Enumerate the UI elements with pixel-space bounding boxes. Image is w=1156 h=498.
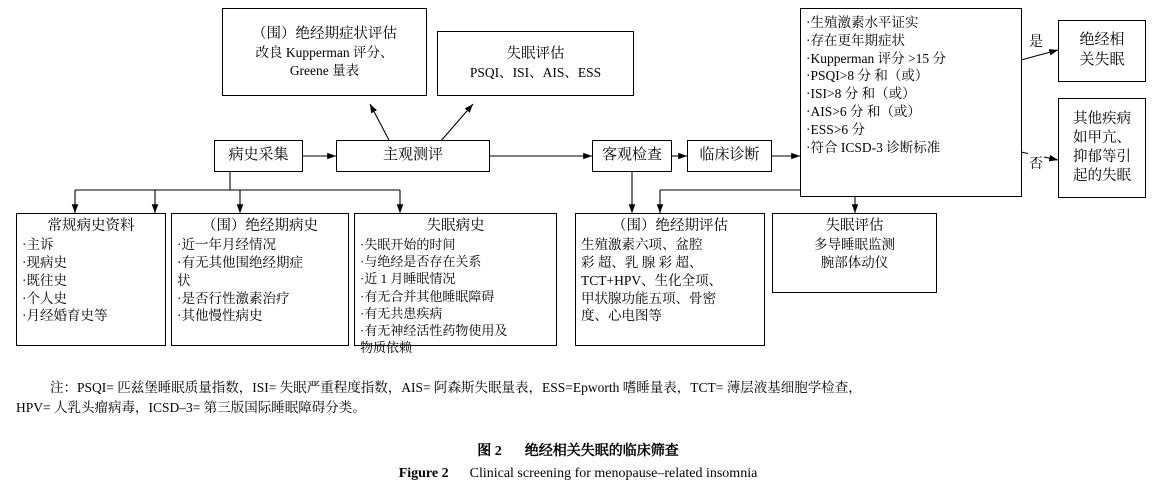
- list-item: ·其他慢性病史: [177, 308, 263, 324]
- node-line: PSQI、ISI、AIS、ESS: [469, 65, 602, 81]
- assessment-lines: [581, 236, 759, 325]
- node-objective-exam: [592, 140, 672, 172]
- edge-label-no: 否: [1028, 153, 1044, 173]
- outcome-line: 起的失眠: [1073, 168, 1131, 185]
- node-diagnostic-criteria: [800, 8, 1022, 197]
- line: 彩 超、乳 腺 彩 超、: [581, 254, 703, 270]
- list-item: ·近 1 月睡眠情况: [360, 271, 456, 287]
- outcome-line: 如甲亢、: [1073, 129, 1131, 146]
- list-item: ·既往史: [22, 272, 67, 288]
- footnote-line-1: 注：PSQI= 匹兹堡睡眠质量指数，ISI= 失眠严重程度指数，AIS= 阿森斯失眠量表，ESS=Epworth 嗜睡量表，TCT= 薄层液基细胞学检查，: [50, 380, 862, 395]
- list-item: ·主诉: [22, 237, 54, 253]
- criteria-item: ·ESS>6 分: [806, 121, 865, 137]
- list-item: ·有无神经活性药物使用及: [360, 322, 508, 338]
- node-title: 失眠病史: [426, 218, 485, 234]
- list-item: ·是否行性激素治疗: [177, 290, 290, 306]
- criteria-item: ·生殖激素水平证实: [806, 15, 919, 30]
- figure-caption-cn: [0, 440, 1156, 460]
- outcome-line: 抑郁等引: [1073, 149, 1131, 165]
- node-menopause-related-insomnia: [1058, 20, 1146, 82]
- node-label: 病史采集: [228, 147, 289, 164]
- list-item: ·现病史: [22, 254, 67, 270]
- node-insomnia-history: [354, 213, 557, 356]
- footnote-line-2: HPV= 人乳头瘤病毒，ICSD–3= 第三版国际睡眠障碍分类。: [16, 400, 366, 416]
- criteria-item: ·存在更年期症状: [806, 32, 905, 48]
- criteria-item: ·AIS>6 分 和（或）: [806, 104, 921, 120]
- outcome-line: 关失眠: [1079, 52, 1125, 68]
- line: 生殖激素六项、盆腔: [581, 237, 703, 253]
- line: 多导睡眠监测: [814, 237, 895, 253]
- list-item: ·失眠开始的时间: [360, 237, 456, 253]
- list-item: ·与绝经是否存在关系: [360, 254, 482, 270]
- criteria-list: [806, 14, 1016, 157]
- node-menopause-assessment: [575, 213, 765, 346]
- outcome-line: 其他疾病: [1073, 110, 1131, 127]
- line: 度、心电图等: [581, 308, 662, 324]
- figure-label-en: Figure 2: [398, 466, 449, 481]
- node-title: （围）绝经期病史: [202, 218, 318, 234]
- node-title: （围）绝经期症状评估: [252, 25, 397, 42]
- line: TCT+HPV、生化全项、: [581, 272, 723, 288]
- node-line: Greene 量表: [289, 62, 360, 78]
- node-label: 主观测评: [382, 147, 443, 164]
- criteria-item: ·PSQI>8 分 和（或）: [806, 68, 929, 84]
- insomnia-history-list: [360, 236, 551, 356]
- node-other-disease-insomnia: [1058, 98, 1146, 198]
- figure-label-cn: 图 2: [477, 444, 502, 459]
- criteria-item: ·符合 ICSD-3 诊断标准: [806, 139, 941, 155]
- node-clinical-diagnosis: [687, 140, 772, 172]
- line: 甲状腺功能五项、骨密: [581, 290, 716, 306]
- list-item: ·有无合并其他睡眠障碍: [360, 288, 495, 304]
- node-title: 失眠评估: [506, 46, 565, 63]
- node-insomnia-eval: [437, 31, 634, 96]
- node-history-taking: [214, 140, 303, 172]
- node-menopause-symptom-eval: [222, 8, 427, 96]
- node-label: 客观检查: [601, 147, 662, 164]
- outcome-line: 绝经相: [1079, 32, 1125, 49]
- list-item: 状: [177, 272, 191, 288]
- line: 腕部体动仪: [820, 254, 889, 270]
- list-item: ·有无其他围绝经期症: [177, 254, 303, 270]
- node-label: 临床诊断: [699, 147, 760, 164]
- node-routine-history: [16, 213, 166, 346]
- routine-history-list: [22, 236, 160, 325]
- node-title: 失眠评估: [825, 218, 884, 234]
- node-title: 常规病史资料: [47, 218, 135, 234]
- criteria-item: ·ISI>8 分 和（或）: [806, 86, 916, 102]
- footnote: [16, 378, 1140, 419]
- figure-caption-en: [0, 466, 1156, 482]
- figure-text-en: Clinical screening for menopause–related insomnia: [469, 466, 758, 481]
- edge-label-yes: 是: [1028, 31, 1044, 51]
- node-subjective-eval: [336, 140, 490, 172]
- list-item: ·个人史: [22, 290, 67, 306]
- list-item: ·有无共患疾病: [360, 305, 443, 321]
- list-item: ·近一年月经情况: [177, 237, 276, 253]
- node-insomnia-assessment: [772, 213, 937, 293]
- node-title: （围）绝经期评估: [612, 218, 728, 234]
- criteria-item: ·Kupperman 评分 >15 分: [806, 50, 946, 66]
- menopause-history-list: [177, 236, 343, 325]
- list-item: ·月经婚育史等: [22, 308, 108, 324]
- figure-text-cn: 绝经相关失眠的临床筛查: [524, 444, 679, 459]
- node-menopause-history: [171, 213, 349, 346]
- node-line: 改良 Kupperman 评分、: [255, 44, 394, 60]
- list-item: 物质依赖: [360, 340, 413, 356]
